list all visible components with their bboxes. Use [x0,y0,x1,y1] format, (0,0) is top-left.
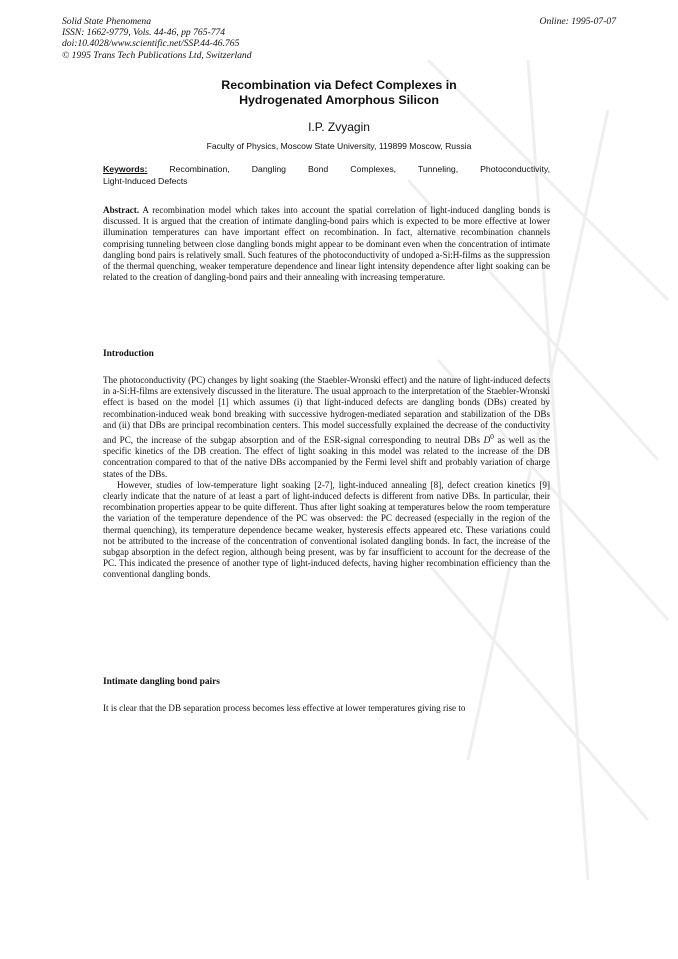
journal-header [62,16,252,61]
section-heading-intimate-pairs: Intimate dangling bond pairs [103,677,220,687]
intro-paragraph-2: However, studies of low-temperature light soaking [2-7], light-induced annealing [8], defect creation kinetics [9] clearly indicate that the nature of at least a part of light-induced defects is different from native DBs. In particular, their recombination properties appear to be quite different. Thus after light soaking at temperatures below the room temperature the variation of the temperature dependence of the PC was observed: the PC decreased (especially in the region of the thermal quenching), its temperature dependence became weaker, hysteresis effects appeared etc. These variations could not be attributed to the increase of the concentration of conventional isolated dangling bonds. In fact, the increase of the subgap absorption in the defect region, although being present, was by far insufficient to account for the decrease of the PC. This indicated the presence of another type of light-induced defects, having higher recombination efficiency than the conventional dangling bonds. [103,479,550,580]
abstract-label: Abstract. [103,205,140,215]
keywords-line-2: Light-Induced Defects [103,176,188,186]
affiliation: Faculty of Physics, Moscow State University, 119899 Moscow, Russia [206,141,472,151]
section-2-paragraph-1: It is clear that the DB separation process becomes less effective at lower temperatures giving rise to [103,703,466,713]
keywords-text-1: Recombination, Dangling Bond Complexes, Tunneling, Photoconductivity, [169,164,550,174]
keywords-label: Keywords: [103,164,148,174]
neutral-db-superscript: 0 [490,432,494,442]
intro-paragraph-1 [103,375,550,480]
intro-p1-part-a: The photoconductivity (PC) changes by light soaking (the Staebler-Wronski effect) and the nature of light-induced defects in a-Si:H-films are extensively discussed in the literature. The usual approach to the interpretation of the Staebler-Wronski effect is based on the model [1] which assumes (i) that light-induced defects are dangling bonds (DBs) created by recombination-induced weak bond breaking with successive hydrogen-mediated separation and stabilization of the DBs and (ii) that DBs are principal recombination centers. This model successfully explained the decrease of the conductivity and PC, the increase of the subgap absorption and of the ESR-signal corresponding to neutral DBs [103,375,550,446]
title-line-1: Recombination via Defect Complexes in [221,78,457,92]
introduction-heading: Introduction [103,349,154,359]
keywords-line-1 [103,163,550,175]
title-line-2: Hydrogenated Amorphous Silicon [239,93,439,107]
online-date: Online: 1995-07-07 [539,16,616,27]
copyright-line: © 1995 Trans Tech Publications Ltd, Switzerland [62,49,252,61]
abstract [103,205,550,283]
paper-title [0,78,678,108]
section-2-body [103,703,550,714]
abstract-text: A recombination model which takes into account the spatial correlation of light-induced dangling bonds is discussed. It is argued that the creation of intimate dangling-bond pairs which is expected to be more effective at lower illumination temperatures can have important effect on recombination. In fact, alternative recombination channels comprising tunneling between close dangling bonds might appear to be dominant even when the concentration of intimate dangling bond pairs is relatively small. Such features of the photoconductivity of undoped a-Si:H-films as the suppression of the thermal quenching, weaker temperature dependence and linear light intensity dependence after light soaking can be related to the creation of dangling-bond pairs and their annealing with increasing temperature. [103,205,550,283]
neutral-db-symbol: D [483,435,491,446]
introduction-body [103,375,550,581]
issn-line: ISSN: 1662-9779, Vols. 44-46, pp 765-774 [62,27,226,39]
journal-name: Solid State Phenomena [62,16,151,27]
intro-p1-part-b: as well as the specific kinetics of the DB creation. The effect of light soaking in this model was related to the increase of the DB concentration compared to that of the native DBs accompanied by the Fermi level shift and probably variation of charge states of the DBs. [103,435,550,479]
doi-line: doi:10.4028/www.scientific.net/SSP.44-46.765 [62,38,240,50]
author-name: I.P. Zvyagin [308,120,370,134]
